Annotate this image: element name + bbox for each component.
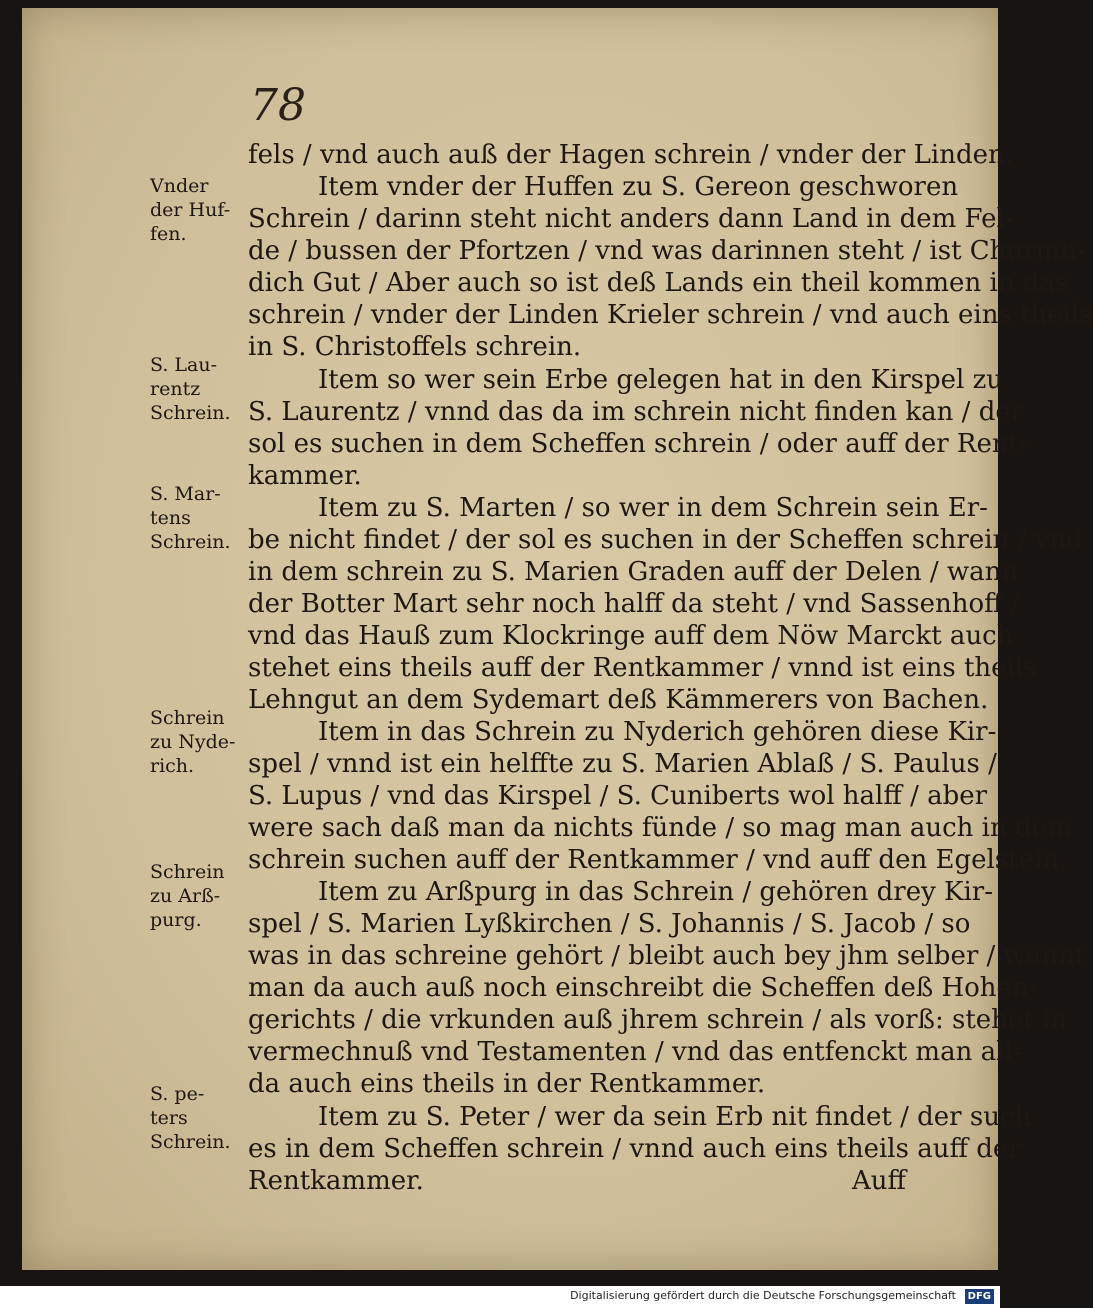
text-line: da auch eins theils in der Rentkammer. xyxy=(248,1069,766,1099)
catchword: Auff xyxy=(852,1166,906,1196)
text-line: schrein suchen auff der Rentkammer / vnd auff den Egelstein. xyxy=(248,845,1068,875)
margin-note-line: tens xyxy=(150,507,191,529)
margin-note-line: fen. xyxy=(150,223,187,245)
page-number: 78 xyxy=(250,80,306,131)
text-line: spel / S. Marien Lyßkirchen / S. Johannis / S. Jacob / so xyxy=(248,909,971,939)
text-line: in dem schrein zu S. Marien Graden auff der Delen / wann xyxy=(248,557,1019,587)
margin-note-line: zu Arß- xyxy=(150,885,221,907)
text-line: stehet eins theils auff der Rentkammer / vnnd ist eins theils xyxy=(248,653,1037,683)
text-line: be nicht findet / der sol es suchen in der Scheffen schrein / vnd xyxy=(248,525,1083,555)
margin-note-line: Vnder xyxy=(150,175,209,197)
margin-note-line: der Huf- xyxy=(150,199,231,221)
text-line: S. Laurentz / vnnd das da im schrein nicht finden kan / der xyxy=(248,397,1024,427)
text-line: spel / vnnd ist ein helffte zu S. Marien Ablaß / S. Paulus / xyxy=(248,749,997,779)
text-line: Schrein / darinn steht nicht anders dann Land in dem Fel- xyxy=(248,204,1014,234)
dfg-logo: DFG xyxy=(965,1289,994,1304)
text-line: vnd das Hauß zum Klockringe auff dem Nöw Marckt auch xyxy=(248,621,1014,651)
text-line: man da auch auß noch einschreibt die Scheffen deß Hohen- xyxy=(248,973,1038,1003)
margin-note-line: Schrein. xyxy=(150,531,231,553)
margin-note-s-peters xyxy=(150,1082,252,1154)
margin-note-line: S. Mar- xyxy=(150,483,221,505)
text-line: Item zu S. Marten / so wer in dem Schrein sein Er- xyxy=(318,493,988,523)
margin-note-vnder-der-huffen xyxy=(150,174,252,246)
margin-note-schrein-nyderich xyxy=(150,706,252,778)
margin-note-s-martens xyxy=(150,482,252,554)
text-line: Lehngut an dem Sydemart deß Kämmerers von Bachen. xyxy=(248,685,989,715)
text-line: gerichts / die vrkunden auß jhrem schrein / als vorß: stehet in xyxy=(248,1005,1068,1035)
text-line: Item vnder der Huffen zu S. Gereon geschworen xyxy=(318,172,959,202)
text-line: Item in das Schrein zu Nyderich gehören diese Kir- xyxy=(318,717,997,747)
text-line: was in das schreine gehört / bleibt auch bey jhm selber / wannt xyxy=(248,941,1086,971)
text-line: vermechnuß vnd Testamenten / vnd das entfenckt man all- xyxy=(248,1037,1022,1067)
margin-note-line: S. Lau- xyxy=(150,354,218,376)
margin-note-line: S. pe- xyxy=(150,1083,205,1105)
text-line: schrein / vnder der Linden Krieler schrein / vnd auch eins theils xyxy=(248,300,1093,330)
margin-note-s-laurentz xyxy=(150,353,252,425)
text-line: fels / vnd auch auß der Hagen schrein / vnder der Linden. xyxy=(248,140,1013,170)
margin-note-schrein-arsspurg xyxy=(150,860,252,932)
text-line: de / bussen der Pfortzen / vnd was darinnen steht / ist Churmu- xyxy=(248,236,1086,266)
text-line: dich Gut / Aber auch so ist deß Lands ein theil kommen in das xyxy=(248,268,1069,298)
margin-note-line: Schrein. xyxy=(150,402,231,424)
text-line: der Botter Mart sehr noch halff da steht / vnd Sassenhoff / xyxy=(248,589,1020,619)
margin-note-line: zu Nyde- xyxy=(150,731,236,753)
margin-note-line: ters xyxy=(150,1107,188,1129)
margin-note-line: Schrein. xyxy=(150,1131,231,1153)
margin-note-line: Schrein xyxy=(150,861,225,883)
text-line: were sach daß man da nichts fünde / so mag man auch in dem xyxy=(248,813,1072,843)
margin-note-line: rentz xyxy=(150,378,201,400)
text-line: kammer. xyxy=(248,461,362,491)
margin-note-line: rich. xyxy=(150,755,195,777)
footer-credit: Digitalisierung gefördert durch die Deutsche Forschungsgemeinschaft xyxy=(570,1289,956,1302)
text-line: sol es suchen in dem Scheffen schrein / oder auff der Rent- xyxy=(248,429,1028,459)
text-line: Rentkammer. xyxy=(248,1166,424,1196)
text-line: es in dem Scheffen schrein / vnnd auch eins theils auff der xyxy=(248,1134,1021,1164)
text-line: Item so wer sein Erbe gelegen hat in den Kirspel zu xyxy=(318,365,1004,395)
footer-bar xyxy=(0,1286,1000,1308)
text-line: Item zu Arßpurg in das Schrein / gehören drey Kir- xyxy=(318,877,994,907)
text-line: S. Lupus / vnd das Kirspel / S. Cuniberts wol halff / aber xyxy=(248,781,988,811)
book-page xyxy=(22,8,1093,1270)
text-line: in S. Christoffels schrein. xyxy=(248,332,582,362)
text-line: Item zu S. Peter / wer da sein Erb nit findet / der such xyxy=(318,1102,1032,1132)
margin-note-line: purg. xyxy=(150,909,202,931)
margin-note-line: Schrein xyxy=(150,707,225,729)
